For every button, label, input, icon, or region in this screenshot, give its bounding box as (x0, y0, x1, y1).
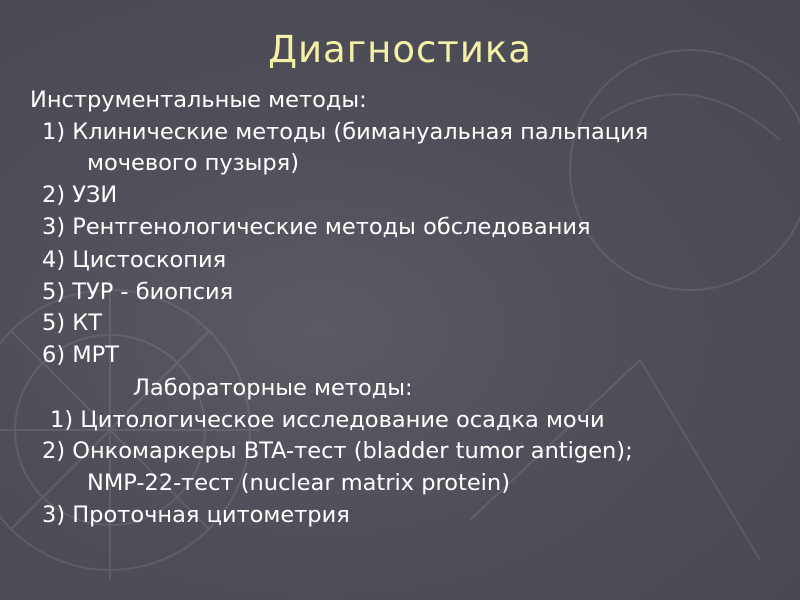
list-item: 3) Проточная цитометрия (42, 502, 350, 528)
list-item: 1) Цитологическое исследование осадка мочи (50, 407, 605, 433)
list-item: мочевого пузыря) (87, 150, 299, 176)
list-item: 1) Клинические методы (бимануальная пальпация (42, 119, 649, 145)
list-item: 3) Рентгенологические методы обследования (42, 214, 591, 240)
list-item: NMP-22-тест (nuclear matrix protein) (87, 470, 510, 496)
laboratory-methods-heading: Лабораторные методы: (133, 375, 413, 401)
list-item: 6) МРТ (42, 342, 119, 368)
list-item: 5) КТ (42, 310, 102, 336)
list-item: 5) ТУР - биопсия (42, 279, 234, 305)
slide-title: Диагностика (268, 28, 532, 71)
instrumental-methods-heading: Инструментальные методы: (30, 87, 367, 113)
list-item: 4) Цистоскопия (42, 247, 227, 273)
list-item: 2) УЗИ (42, 182, 118, 208)
list-item: 2) Онкомаркеры BTA-тест (bladder tumor antigen); (42, 438, 633, 464)
